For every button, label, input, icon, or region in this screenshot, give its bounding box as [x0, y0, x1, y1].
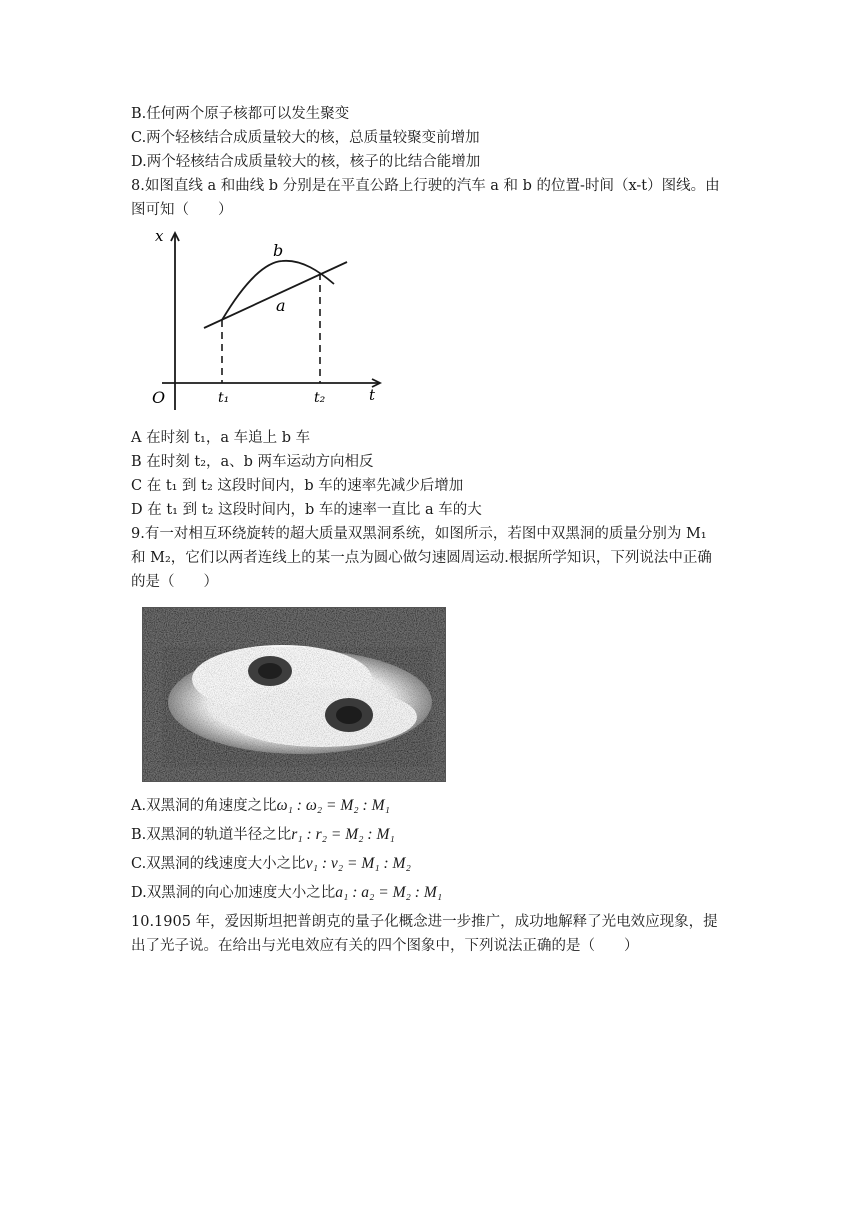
- option-9b-text: B.双黑洞的轨道半径之比: [131, 827, 292, 843]
- black-hole-photo: [142, 607, 446, 782]
- question-9-stem: 9.有一对相互环绕旋转的超大质量双黑洞系统，如图所示，若图中双黑洞的质量分别为 M₁: [131, 526, 707, 542]
- xt-graph: [142, 228, 392, 418]
- curve-b-label: b: [273, 241, 284, 260]
- question-8-stem: 8.如图直线 a 和曲线 b 分别是在平直公路上行驶的汽车 a 和 b 的位置-时间（x-t）图线。由: [131, 178, 720, 194]
- option-9b-formula: r₁ : r₂ = M₂ : M₁: [291, 826, 395, 843]
- question-10-stem: 10.1905 年，爱因斯坦把普朗克的量子化概念进一步推广，成功地解释了光电效应现象，提: [131, 914, 718, 930]
- line-a: [204, 262, 347, 328]
- option-8b: B 在时刻 t₂，a、b 两车运动方向相反: [131, 454, 374, 470]
- option-9d-text: D.双黑洞的向心加速度大小之比: [131, 885, 336, 901]
- option-9c-formula: v₁ : v₂ = M₁ : M₂: [305, 855, 411, 872]
- question-9-stem-cont: 和 M₂，它们以两者连线上的某一点为圆心做匀速圆周运动.根据所学知识，下列说法中正确: [131, 550, 712, 566]
- x-axis-label: x: [155, 228, 164, 245]
- t-axis-label: t: [369, 386, 376, 404]
- origin-label: O: [152, 388, 166, 407]
- option-8b-prev: B.任何两个原子核都可以发生聚变: [131, 106, 350, 122]
- option-9b: [131, 825, 395, 845]
- question-10-stem-cont: 出了光子说。在给出与光电效应有关的四个图象中，下列说法正确的是（ ）: [131, 938, 639, 954]
- option-d-prev: D.两个轻核结合成质量较大的核，核子的比结合能增加: [131, 154, 481, 170]
- option-9a-text: A.双黑洞的角速度之比: [131, 798, 277, 814]
- option-9a-formula: ω₁ : ω₂ = M₂ : M₁: [276, 797, 390, 814]
- option-c-prev: C.两个轻核结合成质量较大的核，总质量较聚变前增加: [131, 130, 480, 146]
- t2-label: t₂: [314, 390, 326, 406]
- option-8d: D 在 t₁ 到 t₂ 这段时间内，b 车的速率一直比 a 车的大: [131, 502, 482, 518]
- option-9d-formula: a₁ : a₂ = M₂ : M₁: [335, 884, 443, 901]
- option-9c: [131, 854, 411, 874]
- option-9c-text: C.双黑洞的线速度大小之比: [131, 856, 306, 872]
- question-9-stem-end: 的是（ ）: [131, 574, 218, 590]
- option-8c: C 在 t₁ 到 t₂ 这段时间内，b 车的速率先减少后增加: [131, 478, 464, 494]
- line-a-label: a: [276, 296, 286, 315]
- option-8a: A 在时刻 t₁，a 车追上 b 车: [131, 430, 311, 446]
- question-8-stem-cont: 图可知（ ）: [131, 202, 233, 218]
- t1-label: t₁: [218, 390, 230, 406]
- option-9d: [131, 883, 442, 903]
- option-9a: [131, 796, 390, 816]
